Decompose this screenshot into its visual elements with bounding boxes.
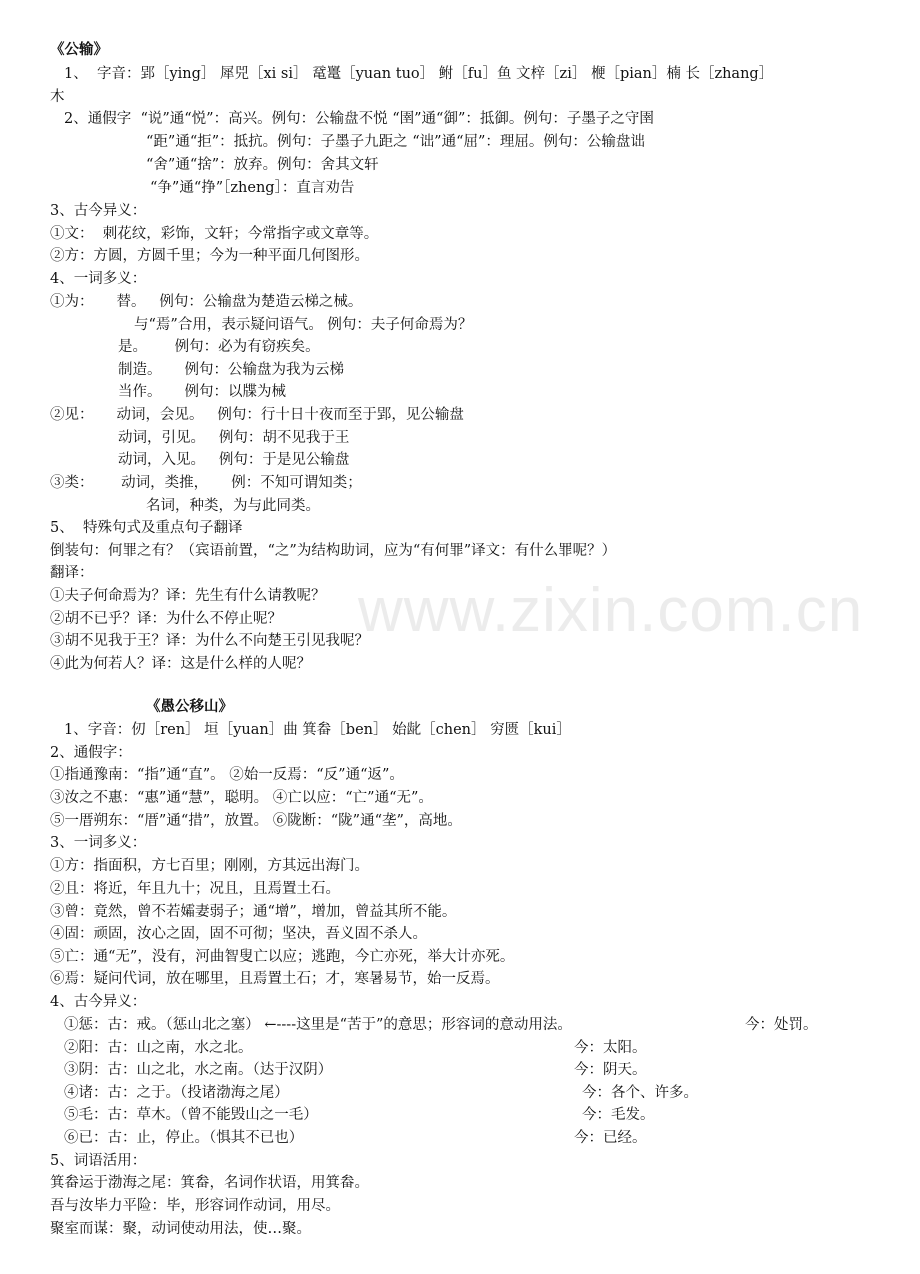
text-line: “舍”通“捨”：放弃。例句：舍其文轩 (146, 157, 379, 173)
text-line: 制造。 例句：公输盘为我为云梯 (118, 362, 345, 378)
text-line: ①指通豫南：“指”通“直”。 ②始一反焉：“反”通“返”。 (50, 767, 404, 783)
text-line: ⑥焉：疑问代词，放在哪里，且焉置土石；才，寒暑易节，始一反焉。 (50, 971, 500, 987)
text-line: ③汝之不惠：“惠”通“慧”，聪明。 ④亡以应：“亡”通“无”。 (50, 790, 433, 806)
text-line: ①惩：古：戒。（惩山北之塞） ←----这里是“苦于”的意思；形容词的意动用法。 (64, 1017, 572, 1033)
text-line: 动词，引见。 例句：胡不见我于王 (118, 430, 350, 446)
section-title: 《愚公移山》 (146, 699, 233, 715)
section-title: 《公输》 (50, 42, 108, 58)
text-line: ④诸：古：之于。（投诸渤海之尾） (64, 1085, 289, 1101)
text-line: ②见： 动词，会见。 例句：行十日十夜而至于郢，见公输盘 (50, 407, 464, 423)
text-line: 1、字音：仞［ren］ 垣［yuan］曲 箕畚［ben］ 始龀［chen］ 穷匮［kui］ (64, 722, 571, 738)
text-line: 1、 字音：郢［ying］ 犀兕［xi si］ 鼋鼍［yuan tuo］ 鲋［fu］鱼 文梓［zi］ 楩［pian］楠 长［zhang］ (64, 66, 774, 82)
text-line: 5、 特殊句式及重点句子翻译 (50, 520, 243, 536)
text-line: “争”通“挣”［zheng］：直言劝告 (150, 180, 355, 196)
text-line: 3、一词多义： (50, 835, 147, 851)
text-line: 名词，种类，为与此同类。 (146, 498, 320, 514)
text-line: ③类： 动词，类推， 例：不知可谓知类； (50, 475, 362, 491)
text-line: 今：已经。 (574, 1130, 647, 1146)
text-line: 5、词语活用： (50, 1153, 147, 1169)
text-line: 今：毛发。 (582, 1107, 655, 1123)
text-line: ②方：方圆，方圆千里；今为一种平面几何图形。 (50, 248, 369, 264)
text-line: 今：处罚。 (745, 1017, 818, 1033)
text-line: ④固：顽固，汝心之固，固不可彻；坚决，吾义固不杀人。 (50, 926, 427, 942)
text-line: ①文： 刺花纹，彩饰，文轩；今常指字或文章等。 (50, 226, 379, 242)
text-line: 2、通假字： (50, 745, 132, 761)
text-line: 4、一词多义： (50, 271, 147, 287)
text-line: ①夫子何命焉为？译：先生有什么请教呢？ (50, 588, 326, 604)
text-line: 翻译： (50, 565, 94, 581)
text-line: ③曾：竟然，曾不若孀妻弱子；通“增”，增加，曾益其所不能。 (50, 904, 457, 920)
text-line: ②且：将近，年且九十；况且，且焉置土石。 (50, 881, 340, 897)
text-line: ⑤一厝朔东：“厝”通“措”，放置。 ⑥陇断：“陇”通“垄”，高地。 (50, 813, 462, 829)
text-line: 3、古今异义： (50, 203, 147, 219)
text-line: ⑤毛：古：草木。（曾不能毁山之一毛） (64, 1107, 318, 1123)
text-line: ②阳：古：山之南，水之北。 (64, 1040, 253, 1056)
text-line: 动词，入见。 例句：于是见公输盘 (118, 452, 350, 468)
text-line: 吾与汝毕力平险：毕，形容词作动词，用尽。 (50, 1198, 340, 1214)
text-line: “距”通“拒”：抵抗。例句：子墨子九距之 “诎”通“屈”：理屈。例句：公输盘诎 (146, 134, 645, 150)
text-line: 4、古今异义： (50, 994, 147, 1010)
text-line: ④此为何若人？译：这是什么样的人呢？ (50, 656, 311, 672)
text-line: 与“焉”合用，表示疑问语气。 例句：夫子何命焉为？ (134, 317, 473, 333)
text-line: ⑥已：古：止，停止。（惧其不已也） (64, 1130, 304, 1146)
text-line: 今：太阳。 (574, 1040, 647, 1056)
text-line: ③阴：古：山之北，水之南。（达于汉阴） (64, 1062, 333, 1078)
text-line: ②胡不已乎？译：为什么不停止呢？ (50, 611, 282, 627)
text-line: 今：阴天。 (574, 1062, 647, 1078)
text-line: ⑤亡：通“无”，没有，河曲智叟亡以应；逃跑，今亡亦死，举大计亦死。 (50, 949, 515, 965)
text-line: 今：各个、许多。 (582, 1085, 698, 1101)
text-line: 倒装句：何罪之有？（宾语前置，“之”为结构助词，应为“有何罪”译文：有什么罪呢？） (50, 543, 617, 559)
text-line: ①为： 替。 例句：公输盘为楚造云梯之械。 (50, 294, 363, 310)
text-line: 木 (50, 89, 65, 105)
text-line: ①方：指面积，方七百里；刚刚，方其远出海门。 (50, 858, 369, 874)
text-line: 箕畚运于渤海之尾：箕畚，名词作状语，用箕畚。 (50, 1175, 369, 1191)
text-line: 当作。 例句：以牒为械 (118, 384, 287, 400)
text-line: 2、通假字 “说”通“悦”：高兴。例句：公输盘不悦 “圉”通“御”：抵御。例句：子墨子之守圉 (64, 111, 654, 127)
text-line: ③胡不见我于王？译：为什么不向楚王引见我呢？ (50, 633, 369, 649)
text-line: 是。 例句：必为有窃疾矣。 (118, 339, 320, 355)
text-line: 聚室而谋：聚，动词使动用法，使…聚。 (50, 1221, 311, 1237)
watermark-text: www.zixin.com.cn (358, 576, 864, 645)
